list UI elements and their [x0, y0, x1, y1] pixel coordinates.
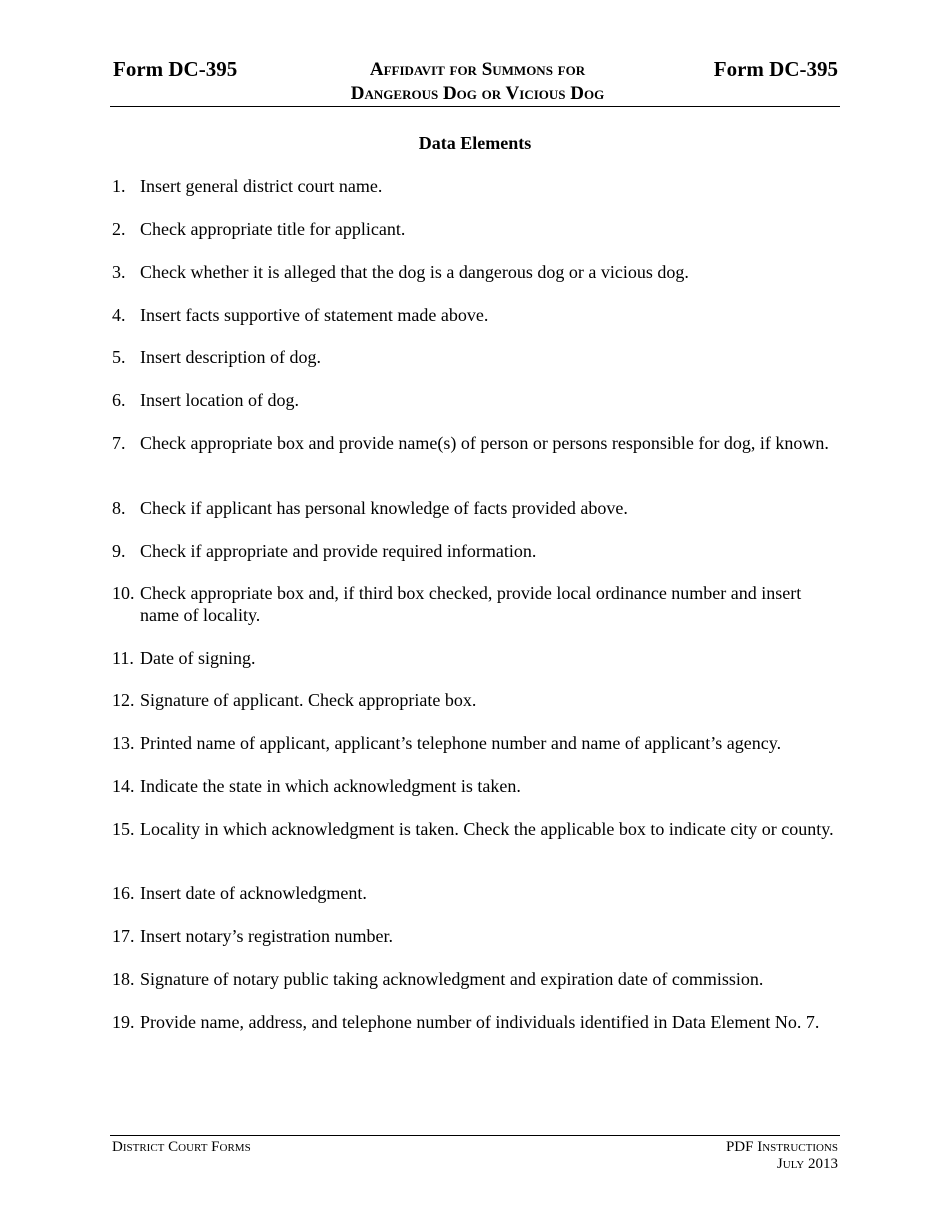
- item-text: Printed name of applicant, applicant’s telephone number and name of applicant’s agency.: [140, 733, 782, 753]
- item-number: 10.: [112, 583, 135, 603]
- item-text: Provide name, address, and telephone number of individuals identified in Data Element No. 7.: [140, 1012, 820, 1032]
- item-number: 5.: [112, 347, 126, 367]
- item-number: 7.: [112, 433, 126, 453]
- item-number: 1.: [112, 176, 126, 196]
- form-id-right: Form DC-395: [713, 57, 838, 81]
- item-text: Signature of applicant. Check appropriate box.: [140, 690, 477, 710]
- item-text: Insert description of dog.: [140, 347, 321, 367]
- item-text: Insert notary’s registration number.: [140, 926, 393, 946]
- footer-left: District Court Forms: [112, 1139, 251, 1155]
- form-title-line1: Affidavit for Summons for: [369, 59, 586, 80]
- item-text: Check if appropriate and provide required information.: [140, 541, 537, 561]
- item-text: Check appropriate title for applicant.: [140, 219, 406, 239]
- item-number: 2.: [112, 219, 126, 239]
- item-number: 17.: [112, 926, 135, 946]
- item-number: 13.: [112, 733, 135, 753]
- item-text: Check if applicant has personal knowledge of facts provided above.: [140, 498, 628, 518]
- footer-right-line2: July 2013: [776, 1156, 838, 1172]
- list-item: [112, 304, 837, 326]
- form-title-line2: Dangerous Dog or Vicious Dog: [350, 83, 605, 104]
- item-text: Locality in which acknowledgment is taken. Check the applicable box to indicate city or county.: [140, 819, 834, 839]
- list-item: [112, 882, 837, 904]
- list-item: [112, 497, 837, 519]
- item-text: Check whether it is alleged that the dog is a dangerous dog or a vicious dog.: [140, 262, 689, 282]
- footer-right-line1: PDF Instructions: [725, 1139, 838, 1155]
- list-item: [112, 818, 837, 840]
- list-item: [112, 432, 837, 454]
- item-number: 16.: [112, 883, 135, 903]
- item-number: 14.: [112, 776, 135, 796]
- list-item: [112, 346, 837, 368]
- item-text: Date of signing.: [140, 648, 256, 668]
- list-item: [112, 732, 837, 754]
- item-number: 11.: [112, 648, 134, 668]
- item-number: 8.: [112, 498, 126, 518]
- item-number: 9.: [112, 541, 126, 561]
- item-number: 12.: [112, 690, 135, 710]
- list-item: [112, 582, 837, 626]
- list-item: [112, 261, 837, 283]
- item-text: Insert location of dog.: [140, 390, 299, 410]
- item-number: 15.: [112, 819, 135, 839]
- page-footer: [110, 1135, 840, 1172]
- list-item: [112, 1011, 837, 1033]
- item-number: 6.: [112, 390, 126, 410]
- item-number: 19.: [112, 1012, 135, 1032]
- list-item: [112, 689, 837, 711]
- form-id-left: Form DC-395: [113, 57, 238, 81]
- item-number: 3.: [112, 262, 126, 282]
- item-text: Insert general district court name.: [140, 176, 383, 196]
- item-text: Insert date of acknowledgment.: [140, 883, 367, 903]
- item-text: Indicate the state in which acknowledgment is taken.: [140, 776, 521, 796]
- list-item: [112, 218, 837, 240]
- page-header: [110, 56, 840, 107]
- item-text: Check appropriate box and, if third box checked, provide local ordinance number and insert name of locality.: [140, 583, 802, 625]
- item-number: 4.: [112, 305, 126, 325]
- list-item: [112, 775, 837, 797]
- list-item: [112, 389, 837, 411]
- list-item: [112, 968, 837, 990]
- item-text: Signature of notary public taking acknowledgment and expiration date of commission.: [140, 969, 764, 989]
- item-number: 18.: [112, 969, 135, 989]
- list-item: [112, 175, 837, 197]
- list-item: [112, 647, 837, 669]
- item-text: Check appropriate box and provide name(s) of person or persons responsible for dog, if known.: [140, 433, 829, 453]
- list-item: [112, 540, 837, 562]
- item-text: Insert facts supportive of statement made above.: [140, 305, 489, 325]
- footer-right: [726, 1139, 838, 1173]
- section-title: Data Elements: [418, 133, 532, 153]
- list-item: [112, 925, 837, 947]
